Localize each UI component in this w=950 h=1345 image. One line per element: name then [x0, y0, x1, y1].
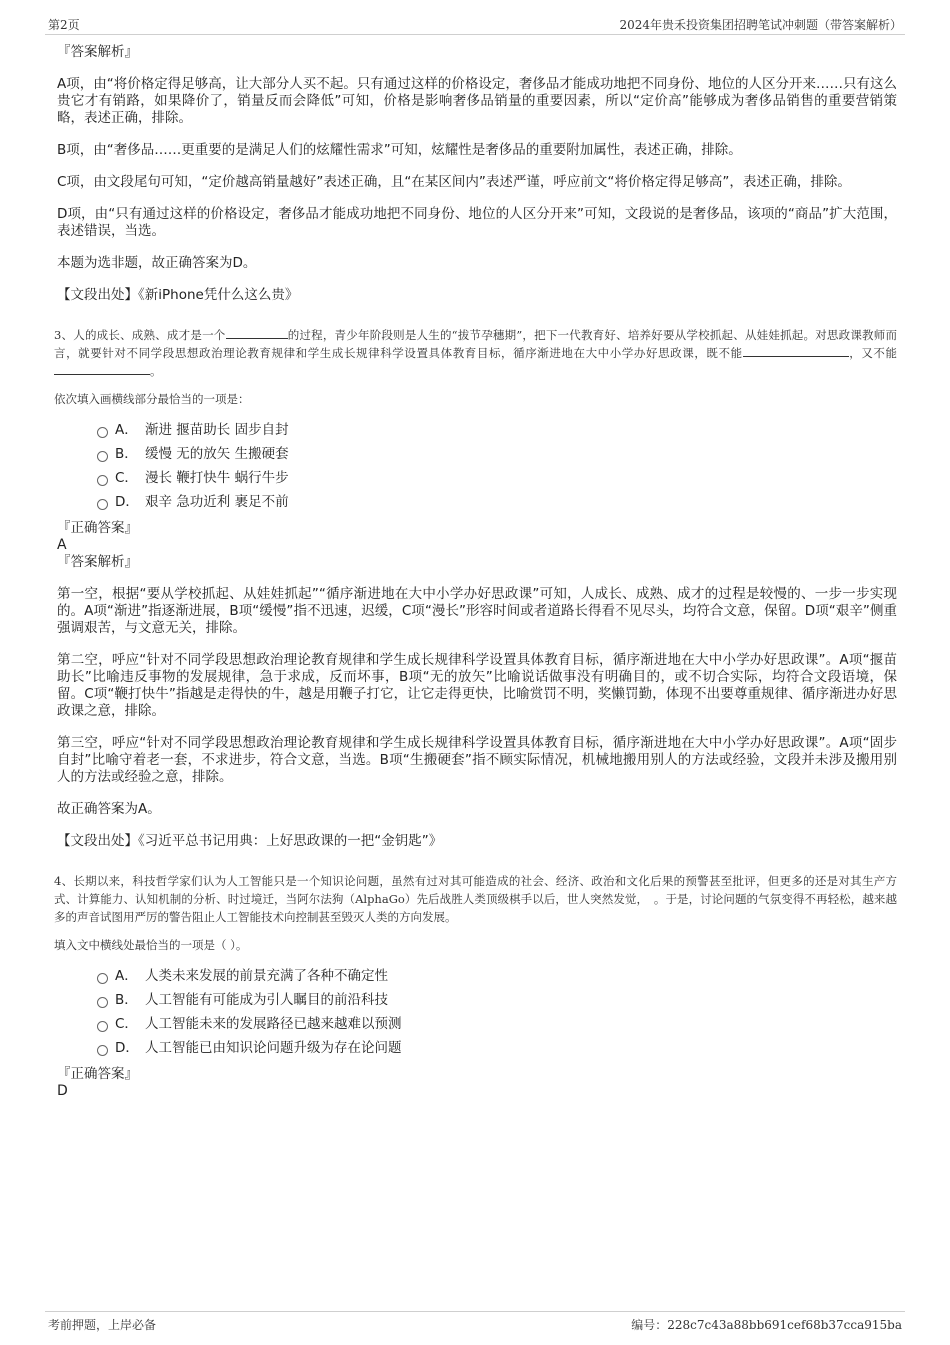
document-code: 编号：228c7c43a88bb691cef68b37cca915ba	[631, 1318, 902, 1332]
q2-analysis-paragraph: A项，由“将价格定得足够高，让大部分人买不起。只有通过这样的价格设定，奢侈品才能成功地把不同身份、地位的人区分开来……只有这么贵它才有销路，如果降价了，销量反而会降低”可知，价格是影响奢侈品销量的重要因素，所以“定价高”能够成为奢侈品销售的重要营销策略，表述正确，排除。	[57, 76, 897, 126]
q3-option-d[interactable]: D． 艰辛 急功近利 裹足不前	[97, 490, 897, 514]
radio-icon[interactable]	[97, 973, 108, 984]
page-footer	[45, 1311, 905, 1334]
q3-answer: A	[57, 537, 67, 553]
q4-option-c[interactable]: C． 人工智能未来的发展路径已越来越难以预测	[97, 1012, 897, 1036]
q3-question-text: 3、人的成长、成熟、成才是一个 的过程，青少年阶段则是人生的“拔节孕穗期”，把下一代教育好、培养好要从学校抓起、从娃娃抓起。对思政课教师而言，就要针对不同学段思想政治理论教育规律和学生成长规律科学设置具体教育目标，循序渐进地在大中小学办好思政课，既不能 ，又不能。	[54, 328, 897, 378]
q3-answer-label: 『正确答案』	[57, 520, 138, 536]
q2-analysis-paragraph: B项，由“奢侈品……更重要的是满足人们的炫耀性需求”可知，炫耀性是奢侈品的重要附加属性，表述正确，排除。	[57, 142, 742, 158]
q4-options	[97, 964, 897, 1060]
q4-prompt: 填入文中横线处最恰当的一项是（ ）。	[54, 938, 248, 952]
q2-analysis-paragraph: D项，由“只有通过这样的价格设定，奢侈品才能成功地把不同身份、地位的人区分开来”可知，文段说的是奢侈品，该项的“商品”扩大范围，表述错误，当选。	[57, 206, 897, 239]
q2-source: 【文段出处】《新iPhone凭什么这么贵》	[57, 287, 299, 303]
page-header	[45, 14, 905, 35]
q3-analysis-paragraph: 第三空，呼应“针对不同学段思想政治理论教育规律和学生成长规律科学设置具体教育目标，循序渐进地在大中小学办好思政课”。A项“固步自封”比喻守着老一套，不求进步，符合文意，当选。B项“生搬硬套”指不顾实际情况，机械地搬用别人的方法或经验，文段并未涉及搬用别人的方法或经验之意，排除。	[57, 735, 897, 785]
q3-blank-3	[54, 362, 150, 375]
q3-conclusion: 故正确答案为A。	[57, 801, 161, 817]
radio-icon[interactable]	[97, 499, 108, 510]
footer-slogan: 考前押题，上岸必备	[48, 1318, 157, 1332]
q3-prompt: 依次填入画横线部分最恰当的一项是：	[54, 392, 250, 406]
q3-option-a[interactable]: A． 渐进 揠苗助长 固步自封	[97, 418, 897, 442]
q2-analysis-paragraph: C项，由文段尾句可知，“定价越高销量越好”表述正确，且“在某区间内”表述严谨，呼应前文“将价格定得足够高”，表述正确，排除。	[57, 174, 851, 190]
q3-analysis-paragraph: 第二空，呼应“针对不同学段思想政治理论教育规律和学生成长规律科学设置具体教育目标，循序渐进地在大中小学办好思政课”。A项“揠苗助长”比喻违反事物的发展规律，急于求成，反而坏事，B项“无的放矢”比喻说话做事没有明确目的，或不切合实际，均符合文段语境，保留。C项“鞭打快牛”指越是走得快的牛，越是用鞭子打它，让它走得更快，比喻赏罚不明，奖懒罚勤，体现不出要尊重规律、循序渐进办好思政课之意，排除。	[57, 652, 897, 719]
page-content	[54, 44, 897, 1100]
q3-options	[97, 418, 897, 514]
q2-analysis-label: 『答案解析』	[57, 44, 138, 60]
q3-blank-2	[743, 344, 849, 357]
q3-analysis-paragraph: 第一空，根据“要从学校抓起、从娃娃抓起”“循序渐进地在大中小学办好思政课”可知，人成长、成熟、成才的过程是较慢的、一步一步实现的。A项“渐进”指逐渐进展，B项“缓慢”指不迅速，迟缓，C项“漫长”形容时间或者道路长得看不见尽头，均符合文意，保留。D项“艰辛”侧重强调艰苦，与文意无关，排除。	[57, 586, 897, 636]
q2-conclusion: 本题为选非题，故正确答案为D。	[57, 255, 257, 271]
page-number: 第2页	[48, 18, 80, 32]
q3-blank-1	[226, 326, 288, 339]
radio-icon[interactable]	[97, 997, 108, 1008]
q3-option-b[interactable]: B． 缓慢 无的放矢 生搬硬套	[97, 442, 897, 466]
q4-answer-label: 『正确答案』	[57, 1066, 138, 1082]
radio-icon[interactable]	[97, 1045, 108, 1056]
radio-icon[interactable]	[97, 1021, 108, 1032]
q3-option-c[interactable]: C． 漫长 鞭打快牛 蜗行牛步	[97, 466, 897, 490]
q3-analysis-label: 『答案解析』	[57, 554, 138, 570]
radio-icon[interactable]	[97, 475, 108, 486]
q4-question-text: 4、长期以来，科技哲学家们认为人工智能只是一个知识论问题，虽然有过对其可能造成的社会、经济、政治和文化后果的预警甚至批评，但更多的还是对其生产方式、计算能力、认知机制的分析、时过境迁，当阿尔法狗（AlphaGo）先后战胜人类顶级棋手以后，世人突然发觉， 。于是，讨论问题的气氛变得不再轻松，越来越多的声音试图用严厉的警告阻止人工智能技术向控制甚至毁灭人类的方向发展。	[54, 874, 897, 924]
q3-source: 【文段出处】《习近平总书记用典：上好思政课的一把“金钥匙”》	[57, 833, 443, 849]
q4-option-d[interactable]: D． 人工智能已由知识论问题升级为存在论问题	[97, 1036, 897, 1060]
radio-icon[interactable]	[97, 427, 108, 438]
q4-option-b[interactable]: B． 人工智能有可能成为引人瞩目的前沿科技	[97, 988, 897, 1012]
q4-option-a[interactable]: A． 人类未来发展的前景充满了各种不确定性	[97, 964, 897, 988]
q4-answer: D	[57, 1083, 68, 1099]
document-title: 2024年贵禾投资集团招聘笔试冲刺题（带答案解析）	[619, 18, 902, 32]
radio-icon[interactable]	[97, 451, 108, 462]
